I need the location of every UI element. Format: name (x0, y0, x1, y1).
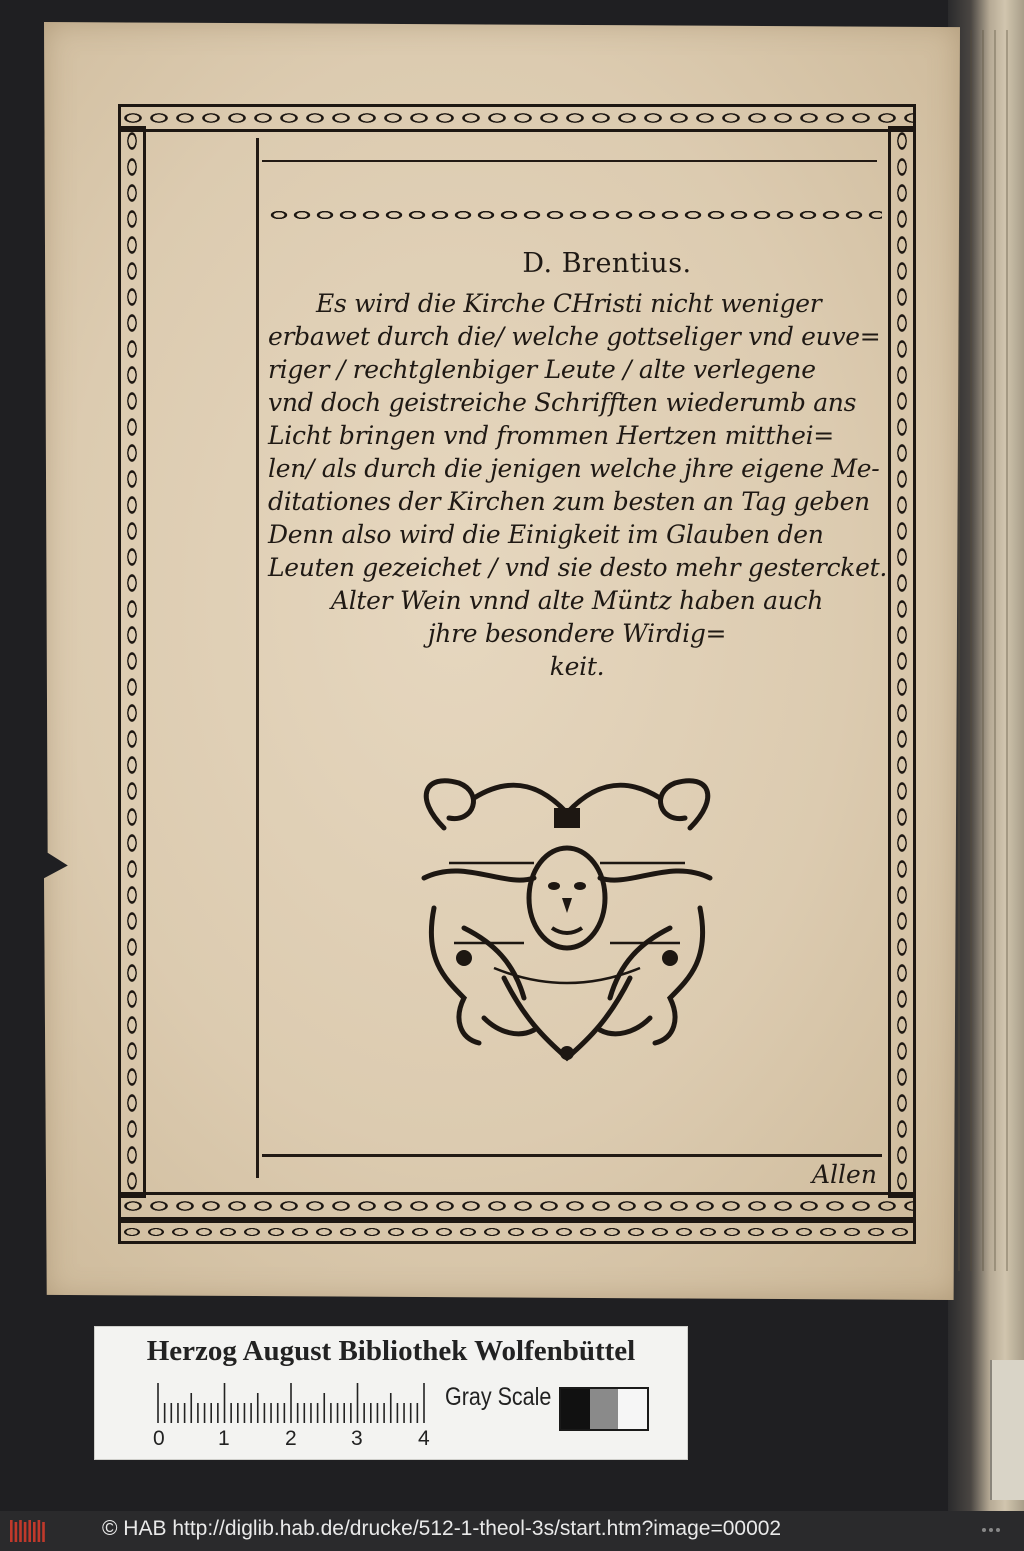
ornamental-border-right (888, 126, 916, 1198)
ruler-number: 0 (153, 1427, 165, 1450)
ornamental-border-bottom (118, 1192, 916, 1220)
text-line: erbawet durch die/ welche gottseliger vnd euve= (268, 322, 881, 351)
page-text (268, 245, 886, 683)
text-line: riger / rechtglenbiger Leute / alte verlegene (268, 355, 816, 384)
logo-bar (24, 1522, 27, 1542)
text-line: len/ als durch die jenigen welche jhre eigene Me- (268, 454, 880, 483)
text-line: Denn also wird die Einigkeit im Glauben den (268, 520, 824, 549)
logo-bar (19, 1520, 22, 1542)
hab-logo-icon (8, 1518, 48, 1544)
woodcut-mask-ornament (404, 768, 730, 1074)
logo-bar (33, 1522, 36, 1542)
library-name: Herzog August Bibliothek Wolfenbüttel (146, 1335, 636, 1367)
dots-icon (980, 1523, 1002, 1537)
logo-bar (10, 1520, 13, 1542)
text-line: Licht bringen vnd frommen Hertzen mitthei= (268, 421, 834, 450)
gray-scale-swatches (559, 1387, 649, 1431)
adjacent-page-edges (948, 0, 1024, 1551)
logo-bar (42, 1522, 45, 1542)
ruler-number: 3 (351, 1427, 363, 1450)
text-line: Leuten gezeichet / vnd sie desto mehr gestercket. (268, 553, 887, 582)
gray-scale-label: Gray Scale (445, 1383, 552, 1411)
text-line: jhre besondere Wirdig= (427, 619, 727, 648)
ruler-number: 4 (418, 1427, 430, 1450)
ruler (157, 1381, 425, 1423)
inner-frame-line (256, 138, 259, 1178)
logo-bar (38, 1520, 41, 1542)
catchword: Allen (812, 1160, 877, 1189)
logo-bar (28, 1520, 31, 1542)
swatch-black (561, 1389, 590, 1429)
text-line: vnd doch geistreiche Schrifften wiederumb ans (268, 388, 857, 417)
footer-credit-url[interactable]: © HAB http://diglib.hab.de/drucke/512-1-theol-3s/start.htm?image=00002 (102, 1517, 782, 1540)
footer-bar (0, 1511, 1024, 1551)
logo-bar (15, 1522, 18, 1542)
text-line: ditationes der Kirchen zum besten an Tag geben (268, 487, 870, 516)
top-ornament-rule (268, 207, 882, 223)
text-line: Es wird die Kirche CHristi nicht weniger (316, 289, 822, 318)
ornamental-border-left (118, 126, 146, 1198)
ornamental-border-top (118, 104, 916, 132)
text-line: keit. (549, 652, 605, 681)
ruler-number: 2 (285, 1427, 297, 1450)
swatch-white (618, 1389, 647, 1429)
ruler-number: 1 (218, 1427, 230, 1450)
ornamental-border-bottom-inner (118, 1220, 916, 1244)
page-heading: D. Brentius. (522, 248, 692, 279)
text-line: Alter Wein vnnd alte Müntz haben auch (330, 586, 824, 615)
bottom-rule (262, 1154, 882, 1157)
adjacent-scale-tab (990, 1360, 1024, 1500)
scale-card (94, 1326, 688, 1460)
swatch-gray (590, 1389, 619, 1429)
top-rule (262, 160, 877, 162)
